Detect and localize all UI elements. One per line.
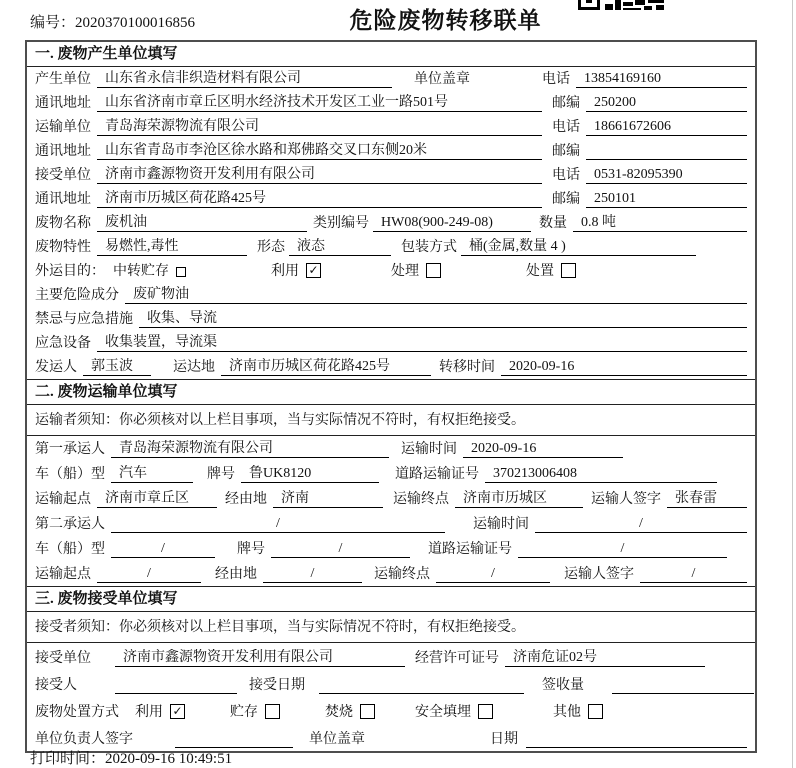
row-transfer-purpose <box>27 259 755 283</box>
equipment-label: 应急设备 <box>35 336 91 351</box>
route-via-label: 经由地 <box>215 567 257 582</box>
accept-date-value <box>319 693 524 694</box>
transfer-form-table <box>25 40 757 753</box>
accept-unit-value: 济南市鑫源物资开发利用有限公司 <box>115 649 405 667</box>
disposal-option-label: 其他 <box>553 705 581 720</box>
checkbox <box>265 704 280 719</box>
carrier-sign-value: 张春雷 <box>667 490 747 508</box>
transfer-time-label: 转移时间 <box>439 360 495 375</box>
phone-label: 电话 <box>552 168 580 183</box>
plate-label: 牌号 <box>237 542 265 557</box>
route-via-value: 济南 <box>273 490 383 508</box>
transporter-value: 青岛海荣源物流有限公司 <box>97 118 542 136</box>
acceptor-label: 接受人 <box>35 678 77 693</box>
row-producer-address <box>27 91 755 115</box>
quantity-value: 0.8 吨 <box>573 214 747 232</box>
measures-value: 收集、导流 <box>139 310 747 328</box>
checkbox <box>588 704 603 719</box>
serial-label: 编号： <box>30 15 76 31</box>
transport-time-value: / <box>535 515 747 533</box>
first-carrier-value: 青岛海荣源物流有限公司 <box>111 440 389 458</box>
waste-name-label: 废物名称 <box>35 216 91 231</box>
form-state-value: 液态 <box>289 238 391 256</box>
row-waste-name <box>27 211 755 235</box>
operating-license-label: 经营许可证号 <box>415 651 499 666</box>
receiver-address-value: 济南市历城区荷花路425号 <box>97 190 542 208</box>
transporter-phone-value: 18661672606 <box>586 118 747 136</box>
transport-time-label: 运输时间 <box>401 442 457 457</box>
packaging-label: 包装方式 <box>401 240 457 255</box>
quantity-label: 数量 <box>539 216 567 231</box>
disposal-option-label: 利用 <box>135 705 163 720</box>
vehicle-type-label: 车（船）型 <box>35 467 105 482</box>
road-license-label: 道路运输证号 <box>395 467 479 482</box>
row-receiver-address <box>27 187 755 211</box>
row-first-carrier <box>27 436 755 461</box>
phone-label: 电话 <box>542 72 570 87</box>
address-label: 通讯地址 <box>35 144 91 159</box>
checkbox <box>426 263 441 278</box>
print-time-value: 2020-09-16 10:49:51 <box>105 751 233 767</box>
first-carrier-label: 第一承运人 <box>35 442 105 457</box>
address-label: 通讯地址 <box>35 192 91 207</box>
checkbox <box>561 263 576 278</box>
print-time-label: 打印时间： <box>30 751 106 767</box>
route-start-label: 运输起点 <box>35 567 91 582</box>
received-qty-value <box>612 693 754 694</box>
carrier-sign-label: 运输人签字 <box>591 492 661 507</box>
destination-value: 济南市历城区荷花路425号 <box>221 358 431 376</box>
road-license-label: 道路运输证号 <box>428 542 512 557</box>
serial-value: 2020370100016856 <box>75 15 196 31</box>
operating-license-value: 济南危证02号 <box>505 649 705 667</box>
carrier-sign-value: / <box>640 565 747 583</box>
accept-unit-label: 接受单位 <box>35 651 91 666</box>
unit-seal-label: 单位盖章 <box>309 732 365 747</box>
plate-label: 牌号 <box>207 467 235 482</box>
route-start-value: 济南市章丘区 <box>97 490 217 508</box>
row-transporter <box>27 115 755 139</box>
row-vehicle-1 <box>27 461 755 486</box>
producer-label: 产生单位 <box>35 72 91 87</box>
receiver-phone-value: 0531-82095390 <box>586 166 747 184</box>
transporter-address-value: 山东省青岛市李沧区徐水路和郑佛路交叉口东侧20米 <box>97 142 542 160</box>
row-emergency-equipment <box>27 331 755 355</box>
waste-name-value: 废机油 <box>97 214 307 232</box>
vehicle-type-label: 车（船）型 <box>35 542 105 557</box>
accept-date-label: 接受日期 <box>249 678 305 693</box>
producer-address-value: 山东省济南市章丘区明水经济技术开发区工业一路501号 <box>97 94 542 112</box>
row-hazard-component <box>27 283 755 307</box>
second-carrier-value: / <box>111 515 445 533</box>
vehicle-type-value: 汽车 <box>111 465 193 483</box>
receiver-value: 济南市鑫源物资开发利用有限公司 <box>97 166 542 184</box>
route-start-label: 运输起点 <box>35 492 91 507</box>
carrier-sign-label: 运输人签字 <box>564 567 634 582</box>
category-code-value: HW08(900-249-08) <box>373 214 531 232</box>
route-via-label: 经由地 <box>225 492 267 507</box>
route-end-value: 济南市历城区 <box>455 490 583 508</box>
scan-page-edge <box>792 0 793 768</box>
row-producer <box>27 67 755 91</box>
purpose-option-label: 处置 <box>526 264 554 279</box>
row-transporter-address <box>27 139 755 163</box>
dispatcher-value: 郭玉波 <box>83 358 151 376</box>
print-time <box>30 747 232 768</box>
disposal-option-label: 贮存 <box>230 705 258 720</box>
checkbox <box>478 704 493 719</box>
section3-header: 三. 废物接受单位填写 <box>27 586 755 612</box>
page-title: 危险废物转移联单 <box>349 8 542 33</box>
row-dispatch <box>27 355 755 379</box>
purpose-option-label: 中转贮存 <box>113 264 169 279</box>
waste-traits-value: 易燃性,毒性 <box>97 238 247 256</box>
section3-notice: 接受者须知：你必须核对以上栏目事项，当与实际情况不符时，有权拒绝接受。 <box>27 612 755 643</box>
receiver-zip-value: 250101 <box>586 190 747 208</box>
phone-label: 电话 <box>552 120 580 135</box>
received-qty-label: 签收量 <box>542 678 584 693</box>
row-emergency-measures <box>27 307 755 331</box>
route-via-value: / <box>263 565 362 583</box>
disposal-option-label: 焚烧 <box>325 705 353 720</box>
hazard-value: 废矿物油 <box>125 286 747 304</box>
checkbox <box>360 704 375 719</box>
disposal-option-label: 安全填埋 <box>415 705 471 720</box>
destination-label: 运达地 <box>173 360 215 375</box>
road-license-value: 370213006408 <box>485 465 717 483</box>
section-producer <box>27 42 755 379</box>
purpose-option-label: 处理 <box>391 264 419 279</box>
row-receiver <box>27 163 755 187</box>
equipment-value: 收集装置，导流渠 <box>97 334 747 352</box>
waste-traits-label: 废物特性 <box>35 240 91 255</box>
purpose-label: 外运目的： <box>35 264 105 279</box>
producer-zip-value: 250200 <box>586 94 747 112</box>
row-vehicle-2 <box>27 536 755 561</box>
disposal-method-label: 废物处置方式 <box>35 705 119 720</box>
second-carrier-label: 第二承运人 <box>35 517 105 532</box>
section2-notice: 运输者须知：你必须核对以上栏目事项，当与实际情况不符时，有权拒绝接受。 <box>27 405 755 436</box>
row-route-1 <box>27 486 755 511</box>
section-receiver <box>27 586 755 751</box>
route-end-value: / <box>436 565 550 583</box>
row-waste-traits <box>27 235 755 259</box>
checkbox-checked: ✓ <box>306 263 321 278</box>
receiver-label: 接受单位 <box>35 168 91 183</box>
row-acceptor <box>27 670 755 697</box>
road-license-value: / <box>518 540 727 558</box>
date-label: 日期 <box>490 732 518 747</box>
checkbox <box>176 267 186 277</box>
transport-time-value: 2020-09-16 <box>463 440 623 458</box>
transporter-label: 运输单位 <box>35 120 91 135</box>
measures-label: 禁忌与应急措施 <box>35 312 133 327</box>
unit-seal-label: 单位盖章 <box>414 72 470 87</box>
form-state-label: 形态 <box>257 240 285 255</box>
checkbox-checked: ✓ <box>170 704 185 719</box>
transporter-zip-value <box>586 159 747 160</box>
purpose-option-label: 利用 <box>271 264 299 279</box>
section1-header: 一. 废物产生单位填写 <box>27 42 755 67</box>
zip-label: 邮编 <box>552 96 580 111</box>
plate-value: / <box>271 540 410 558</box>
unit-signature-label: 单位负责人签字 <box>35 732 133 747</box>
section2-header: 二. 废物运输单位填写 <box>27 379 755 405</box>
row-accept-unit <box>27 643 755 670</box>
producer-value: 山东省永信非织造材料有限公司 <box>97 70 392 88</box>
row-disposal-method <box>27 697 755 724</box>
vehicle-type-value: / <box>111 540 215 558</box>
zip-label: 邮编 <box>552 144 580 159</box>
packaging-value: 桶(金属,数量 4 ) <box>461 238 696 256</box>
row-second-carrier <box>27 511 755 536</box>
row-route-2 <box>27 561 755 586</box>
qr-code-fragment-icon <box>578 0 666 10</box>
zip-label: 邮编 <box>552 192 580 207</box>
acceptor-value <box>115 693 237 694</box>
category-code-label: 类别编号 <box>313 216 369 231</box>
plate-value: 鲁UK8120 <box>241 465 379 483</box>
section-transporter <box>27 379 755 586</box>
transport-time-label: 运输时间 <box>473 517 529 532</box>
dispatcher-label: 发运人 <box>35 360 77 375</box>
document-header <box>0 0 796 40</box>
route-end-label: 运输终点 <box>374 567 430 582</box>
date-value <box>526 747 747 748</box>
hazard-label: 主要危险成分 <box>35 288 119 303</box>
transfer-time-value: 2020-09-16 <box>501 358 747 376</box>
address-label: 通讯地址 <box>35 96 91 111</box>
route-start-value: / <box>97 565 201 583</box>
route-end-label: 运输终点 <box>393 492 449 507</box>
producer-phone-value: 13854169160 <box>576 70 747 88</box>
